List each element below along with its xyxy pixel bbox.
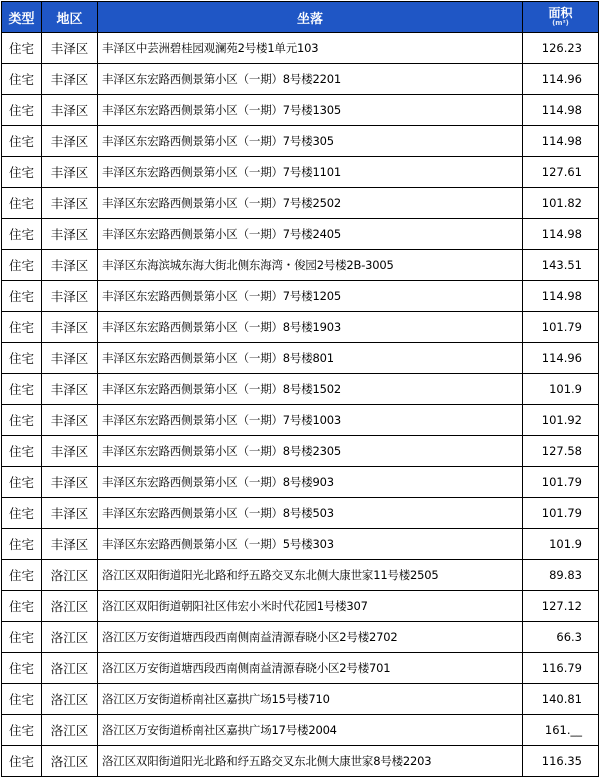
cell-district: 丰泽区: [42, 157, 98, 188]
cell-address: 洛江区万安街道塘西段西南侧南益清源春晓小区2号楼2702: [98, 622, 523, 653]
cell-address: 洛江区万安街道桥南社区嘉拱广场15号楼710: [98, 684, 523, 715]
cell-district: 洛江区: [42, 746, 98, 777]
cell-address: 洛江区万安街道桥南社区嘉拱广场17号楼2004: [98, 715, 523, 746]
cell-area: 101.82: [523, 188, 599, 219]
cell-district: 丰泽区: [42, 467, 98, 498]
cell-type: 住宅: [2, 653, 42, 684]
cell-type: 住宅: [2, 281, 42, 312]
cell-area: 101.79: [523, 467, 599, 498]
cell-address: 丰泽区东宏路西侧景第小区（一期）7号楼1003: [98, 405, 523, 436]
cell-area: 101.9: [523, 374, 599, 405]
cell-district: 丰泽区: [42, 529, 98, 560]
table-row[interactable]: [2, 591, 599, 622]
cell-type: 住宅: [2, 560, 42, 591]
cell-type: 住宅: [2, 591, 42, 622]
cell-address: 丰泽区东宏路西侧景第小区（一期）8号楼903: [98, 467, 523, 498]
cell-address: 丰泽区东宏路西侧景第小区（一期）8号楼801: [98, 343, 523, 374]
cell-area: 89.83: [523, 560, 599, 591]
cell-type: 住宅: [2, 498, 42, 529]
cell-area: 101.79: [523, 498, 599, 529]
cell-type: 住宅: [2, 126, 42, 157]
table-row[interactable]: [2, 126, 599, 157]
cell-district: 洛江区: [42, 653, 98, 684]
cell-type: 住宅: [2, 436, 42, 467]
table-row[interactable]: [2, 684, 599, 715]
cell-address: 丰泽区东宏路西侧景第小区（一期）7号楼1305: [98, 95, 523, 126]
cell-type: 住宅: [2, 250, 42, 281]
cell-address: 丰泽区东宏路西侧景第小区（一期）7号楼1101: [98, 157, 523, 188]
table-row[interactable]: [2, 436, 599, 467]
cell-type: 住宅: [2, 622, 42, 653]
cell-area: 126.23: [523, 33, 599, 64]
cell-address: 丰泽区东宏路西侧景第小区（一期）8号楼503: [98, 498, 523, 529]
table-row[interactable]: [2, 498, 599, 529]
cell-address: 洛江区双阳街道阳光北路和纾五路交叉东北侧大康世家8号楼2203: [98, 746, 523, 777]
cell-area: 116.79: [523, 653, 599, 684]
cell-type: 住宅: [2, 64, 42, 95]
table-row[interactable]: [2, 95, 599, 126]
cell-address: 洛江区双阳街道阳光北路和纾五路交叉东北侧大康世家11号楼2505: [98, 560, 523, 591]
table-row[interactable]: [2, 653, 599, 684]
table-row[interactable]: [2, 343, 599, 374]
cell-address: 丰泽区东宏路西侧景第小区（一期）8号楼2305: [98, 436, 523, 467]
cell-district: 洛江区: [42, 684, 98, 715]
cell-address: 丰泽区东宏路西侧景第小区（一期）7号楼305: [98, 126, 523, 157]
cell-district: 丰泽区: [42, 126, 98, 157]
cell-type: 住宅: [2, 405, 42, 436]
cell-district: 丰泽区: [42, 95, 98, 126]
cell-area: 114.96: [523, 343, 599, 374]
cell-type: 住宅: [2, 95, 42, 126]
cell-type: 住宅: [2, 746, 42, 777]
cell-area: 101.9: [523, 529, 599, 560]
cell-area: 114.96: [523, 64, 599, 95]
cell-area: 127.58: [523, 436, 599, 467]
cell-address: 丰泽区中芸洲碧桂园观澜苑2号楼1单元103: [98, 33, 523, 64]
table-row[interactable]: [2, 33, 599, 64]
cell-district: 洛江区: [42, 622, 98, 653]
cell-type: 住宅: [2, 343, 42, 374]
cell-address: 丰泽区东海滨城东海大街北侧东海湾・俊园2号楼2B-3005: [98, 250, 523, 281]
cell-district: 丰泽区: [42, 188, 98, 219]
header-area-label: 面积: [548, 6, 573, 20]
table-row[interactable]: [2, 188, 599, 219]
cell-type: 住宅: [2, 467, 42, 498]
cell-area: 114.98: [523, 95, 599, 126]
cell-address: 丰泽区东宏路西侧景第小区（一期）7号楼1205: [98, 281, 523, 312]
cell-address: 丰泽区东宏路西侧景第小区（一期）8号楼1502: [98, 374, 523, 405]
cell-address: 丰泽区东宏路西侧景第小区（一期）5号楼303: [98, 529, 523, 560]
header-address[interactable]: 坐落: [98, 2, 523, 33]
cell-district: 丰泽区: [42, 436, 98, 467]
table-row[interactable]: [2, 560, 599, 591]
cell-area: 101.79: [523, 312, 599, 343]
cell-area: 114.98: [523, 219, 599, 250]
cell-type: 住宅: [2, 157, 42, 188]
cell-district: 丰泽区: [42, 219, 98, 250]
cell-district: 洛江区: [42, 560, 98, 591]
cell-district: 丰泽区: [42, 312, 98, 343]
cell-address: 洛江区万安街道塘西段西南侧南益清源春晓小区2号楼701: [98, 653, 523, 684]
header-row: [2, 2, 599, 33]
cell-district: 丰泽区: [42, 343, 98, 374]
cell-type: 住宅: [2, 188, 42, 219]
cell-area: 143.51: [523, 250, 599, 281]
table-row[interactable]: [2, 374, 599, 405]
table-row[interactable]: [2, 529, 599, 560]
table-row[interactable]: [2, 746, 599, 777]
cell-area: 114.98: [523, 126, 599, 157]
property-table: [1, 1, 599, 777]
cell-address: 丰泽区东宏路西侧景第小区（一期）7号楼2502: [98, 188, 523, 219]
cell-type: 住宅: [2, 312, 42, 343]
cell-district: 丰泽区: [42, 374, 98, 405]
cell-type: 住宅: [2, 529, 42, 560]
table-row[interactable]: [2, 715, 599, 746]
cell-district: 丰泽区: [42, 250, 98, 281]
header-area[interactable]: [523, 2, 599, 33]
cell-area: 140.81: [523, 684, 599, 715]
cell-type: 住宅: [2, 684, 42, 715]
cell-district: 丰泽区: [42, 281, 98, 312]
cell-district: 丰泽区: [42, 498, 98, 529]
cell-district: 洛江区: [42, 715, 98, 746]
table-row[interactable]: [2, 622, 599, 653]
table-row[interactable]: [2, 281, 599, 312]
table-row[interactable]: [2, 405, 599, 436]
table-row[interactable]: [2, 219, 599, 250]
header-area-unit: (m²): [552, 19, 569, 27]
cell-district: 丰泽区: [42, 64, 98, 95]
cell-type: 住宅: [2, 715, 42, 746]
cell-district: 丰泽区: [42, 405, 98, 436]
table-row[interactable]: [2, 64, 599, 95]
cell-type: 住宅: [2, 374, 42, 405]
cell-district: 洛江区: [42, 591, 98, 622]
cell-area: 127.61: [523, 157, 599, 188]
cell-area: 66.3: [523, 622, 599, 653]
cell-area: 114.98: [523, 281, 599, 312]
cell-address: 丰泽区东宏路西侧景第小区（一期）8号楼2201: [98, 64, 523, 95]
cell-type: 住宅: [2, 219, 42, 250]
cell-area: 116.35: [523, 746, 599, 777]
cell-address: 丰泽区东宏路西侧景第小区（一期）7号楼2405: [98, 219, 523, 250]
cell-district: 丰泽区: [42, 33, 98, 64]
table-row[interactable]: [2, 250, 599, 281]
cell-area: 101.92: [523, 405, 599, 436]
cell-area: 127.12: [523, 591, 599, 622]
cell-address: 丰泽区东宏路西侧景第小区（一期）8号楼1903: [98, 312, 523, 343]
cell-address: 洛江区双阳街道朝阳社区伟宏小米时代花园1号楼307: [98, 591, 523, 622]
table-row[interactable]: [2, 312, 599, 343]
table-row[interactable]: [2, 467, 599, 498]
table-row[interactable]: [2, 157, 599, 188]
cell-area: 161.__: [523, 715, 599, 746]
cell-type: 住宅: [2, 33, 42, 64]
header-type[interactable]: 类型: [2, 2, 42, 33]
header-district[interactable]: 地区: [42, 2, 98, 33]
